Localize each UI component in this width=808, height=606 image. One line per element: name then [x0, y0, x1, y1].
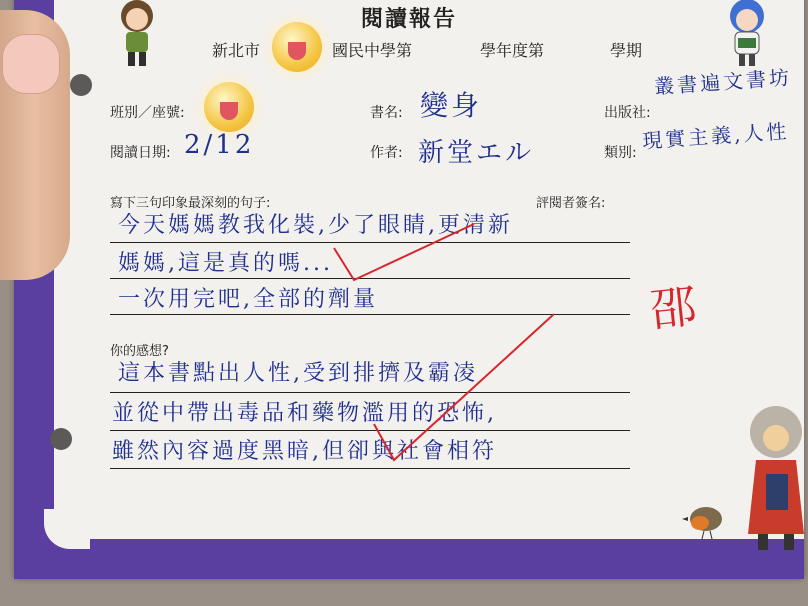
school-label: 國民中學第	[332, 41, 413, 60]
book-name-label: 書名:	[370, 105, 403, 121]
read-date-value: 2/12	[184, 130, 255, 160]
boy-character-icon	[114, 0, 160, 68]
thought-1: 這本書點出人性,受到排擠及霸凌	[118, 361, 478, 386]
report-sheet	[14, 0, 804, 579]
category-value: 現實主義,人性	[641, 118, 791, 154]
privacy-emoji-sticker	[204, 82, 254, 132]
punch-hole	[70, 74, 92, 96]
city-label: 新北市	[212, 41, 261, 60]
author-value: 新堂エル	[418, 138, 535, 168]
publisher-value: 叢書遍文書坊	[653, 65, 793, 99]
grader-checkmarks	[314, 214, 594, 474]
thought-2: 並從中帶出毒品和藥物濫用的恐怖,	[112, 401, 497, 426]
girl-character-icon	[722, 0, 772, 68]
thought-3: 雖然內容過度黑暗,但卻與社會相符	[112, 439, 497, 464]
author-label: 作者:	[370, 145, 403, 161]
publisher-label: 出版社:	[604, 105, 651, 121]
term-label: 學期	[610, 41, 643, 60]
sentences-label: 寫下三句印象最深刻的句子:	[110, 196, 271, 211]
thumb-finger	[0, 10, 70, 280]
sentence-3: 一次用完吧,全部的劑量	[118, 287, 378, 312]
scholar-character-icon	[744, 404, 808, 554]
book-name-value: 變身	[420, 89, 483, 122]
category-label: 類別:	[604, 145, 637, 161]
read-date-label: 閱讀日期:	[110, 145, 171, 161]
year-label: 學年度第	[480, 41, 545, 60]
page-title: 閱讀報告	[360, 7, 457, 32]
privacy-emoji-sticker	[272, 22, 322, 72]
bird-icon	[682, 499, 728, 539]
reviewer-label: 評閱者簽名:	[536, 196, 606, 211]
thumb-nail	[2, 34, 60, 94]
thoughts-label: 你的感想?	[110, 344, 169, 359]
class-seat-label: 班別／座號:	[110, 105, 185, 121]
punch-hole	[50, 428, 72, 450]
reviewer-signature: 邵	[647, 278, 700, 338]
bottom-border	[14, 539, 804, 579]
sentence-1: 今天媽媽教我化裝,少了眼睛,更清新	[118, 213, 513, 238]
sentence-2: 媽媽,這是真的嗎...	[118, 251, 333, 276]
